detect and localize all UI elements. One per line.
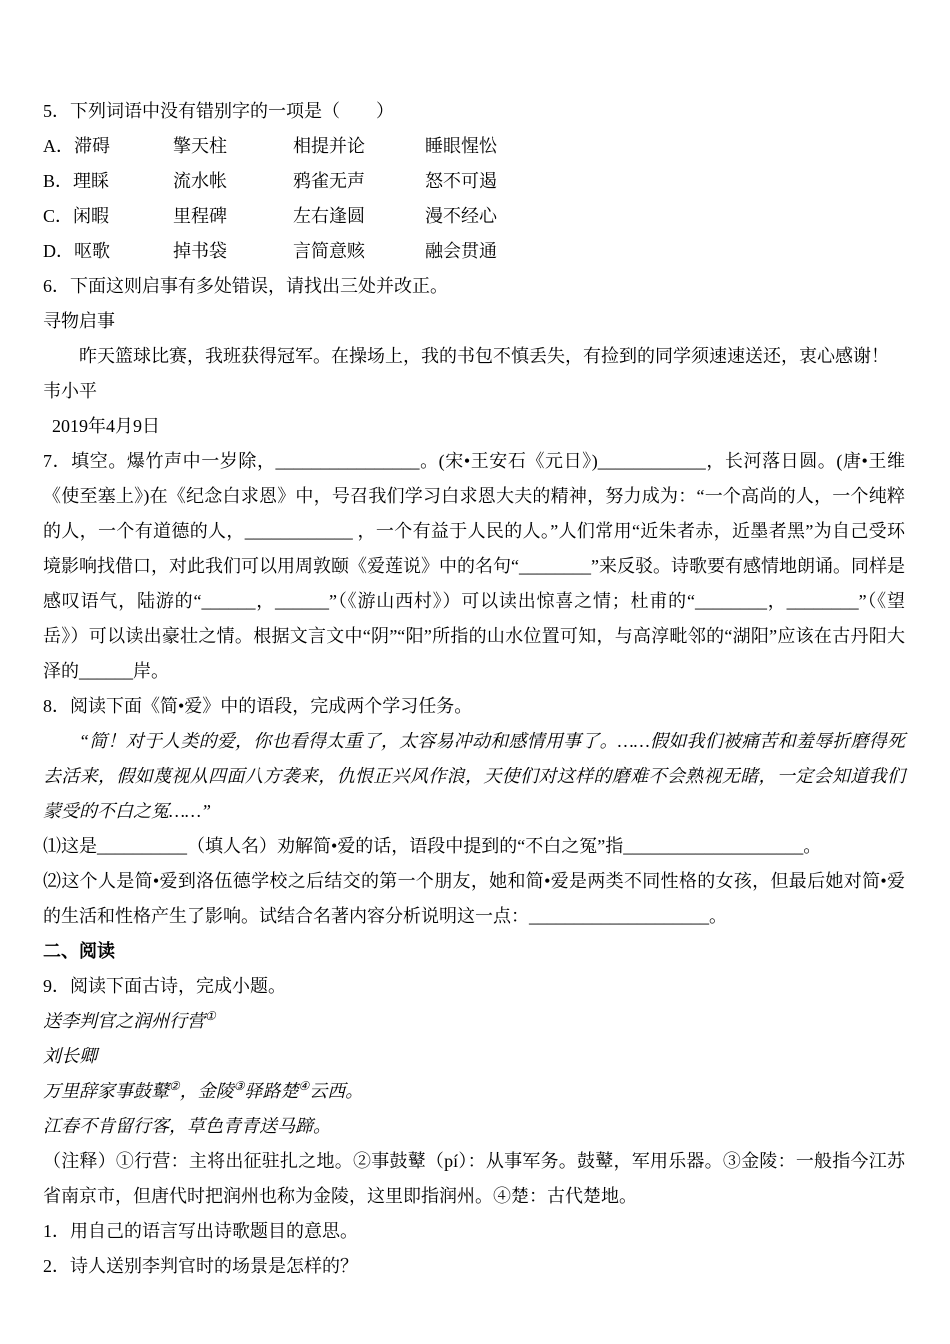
option-b-word-1: 理睬 — [73, 171, 110, 191]
option-row-a — [43, 129, 905, 164]
question-8-task-1: ⑴这是__________（填人名）劝解简•爱的话，语段中提到的“不白之冤”指____________________。 — [43, 836, 822, 856]
question-8-stem: 8．阅读下面《简•爱》中的语段，完成两个学习任务。 — [43, 696, 473, 716]
option-a-word-3: 相提并论 — [293, 136, 365, 156]
option-d-word-2: 掉书袋 — [173, 241, 227, 261]
poem-line-1-seg-1: 万里辞家事鼓鼙 — [43, 1081, 169, 1101]
option-b-first — [43, 164, 173, 199]
question-9-stem: 9．阅读下面古诗，完成小题。 — [43, 976, 286, 996]
poem-title-note-marker: ① — [205, 1009, 216, 1023]
option-c-letter: C． — [43, 206, 74, 226]
question-7-fill-blanks: 7．填空。爆竹声中一岁除，________________。(宋•王安石《元日》)____________，长河落日圆。(唐•王维《使至塞上》)在《纪念白求恩》中，号召我们学习白求恩大夫的精神，努力成为：“一个高尚的人，一个纯粹的人，一个有道德的人，____________ ，一个有益于人民的人。”人们常用“近朱者赤，近墨者黑”为自己受环境影响找借口，对此我们可以用周敦颐《爱莲说》中的名句“________”来反驳。诗歌要有感情地朗诵。同样是感叹语气，陆游的“______，______”（《游山西村》）可以读出惊喜之情；杜甫的“________，________”（《望岳》）可以读出豪壮之情。根据文言文中“阴”“阳”所指的山水位置可知，与高淳毗邻的“湖阳”应该在古丹阳大泽的______岸。 — [43, 451, 905, 681]
poem-line-1 — [43, 1074, 905, 1109]
option-c-first — [43, 199, 173, 234]
poem-title-text: 送李判官之润州行营 — [43, 1011, 205, 1031]
option-d-first — [43, 234, 173, 269]
poem-annotations: （注释）①行营：主将出征驻扎之地。②事鼓鼙（pí）：从事军务。鼓鼙，军用乐器。③金陵：一般指今江苏省南京市，但唐代时把润州也称为金陵，这里即指润州。④楚：古代楚地。 — [43, 1151, 905, 1206]
option-a-first — [43, 129, 173, 164]
option-c-word-3: 左右逢圆 — [293, 206, 365, 226]
option-c-word-4: 漫不经心 — [425, 206, 497, 226]
question-6-stem: 6．下面这则启事有多处错误，请找出三处并改正。 — [43, 276, 448, 296]
option-b-letter: B． — [43, 171, 74, 191]
poem-title — [43, 1004, 905, 1039]
poem-line-1-seg-4: 云西。 — [309, 1081, 364, 1101]
question-5-stem: 5．下列词语中没有错别字的一项是（ ） — [43, 101, 394, 121]
notice-title: 寻物启事 — [43, 311, 115, 331]
question-9-sub-2: 2．诗人送别李判官时的场景是怎样的？ — [43, 1256, 358, 1276]
option-d-word-4: 融会贯通 — [425, 241, 497, 261]
section-2-heading: 二、阅读 — [43, 941, 115, 961]
option-row-b — [43, 164, 905, 199]
option-a-letter: A． — [43, 136, 74, 156]
poem-line-1-seg-3: 驿路楚 — [244, 1081, 299, 1101]
option-row-d — [43, 234, 905, 269]
poem-line-2: 江春不肯留行客，草色青青送马蹄。 — [43, 1116, 331, 1136]
option-c-word-2: 里程碑 — [173, 206, 227, 226]
option-c-word-1: 闲暇 — [73, 206, 110, 226]
option-row-c — [43, 199, 905, 234]
question-8-task-2: ⑵这个人是简•爱到洛伍德学校之后结交的第一个朋友，她和简•爱是两类不同性格的女孩，但最后她对简•爱的生活和性格产生了影响。试结合名著内容分析说明这一点：____________________。 — [43, 871, 905, 926]
note-marker-2: ② — [169, 1079, 180, 1093]
option-a-word-1: 滞碍 — [74, 136, 110, 156]
option-a-word-2: 擎天柱 — [173, 136, 227, 156]
option-b-word-2: 流水帐 — [173, 171, 227, 191]
option-d-word-1: 呕歌 — [74, 241, 110, 261]
jane-eyre-quote: “简！对于人类的爱，你也看得太重了，太容易冲动和感情用事了。……假如我们被痛苦和羞辱折磨得死去活来，假如蔑视从四面八方袭来，仇恨正兴风作浪，天使们对这样的磨难不会熟视无睹，一定会知道我们蒙受的不白之冤……” — [43, 731, 905, 821]
poem-author: 刘长卿 — [43, 1046, 97, 1066]
option-d-letter: D． — [43, 241, 74, 261]
option-b-word-3: 鸦雀无声 — [293, 171, 365, 191]
note-marker-4: ④ — [298, 1079, 310, 1093]
note-marker-3: ③ — [233, 1079, 245, 1093]
notice-date: 2019年4月9日 — [52, 416, 160, 436]
option-d-word-3: 言简意赅 — [293, 241, 365, 261]
notice-body: 昨天篮球比赛，我班获得冠军。在操场上，我的书包不慎丢失，有捡到的同学须速速送还，衷心感谢！ — [79, 346, 889, 366]
option-b-word-4: 怒不可遏 — [425, 171, 497, 191]
question-9-sub-1: 1．用自己的语言写出诗歌题目的意思。 — [43, 1221, 358, 1241]
poem-line-1-seg-2: ，金陵 — [179, 1081, 234, 1101]
option-a-word-4: 睡眼惺忪 — [425, 136, 497, 156]
notice-signature: 韦小平 — [43, 381, 97, 401]
